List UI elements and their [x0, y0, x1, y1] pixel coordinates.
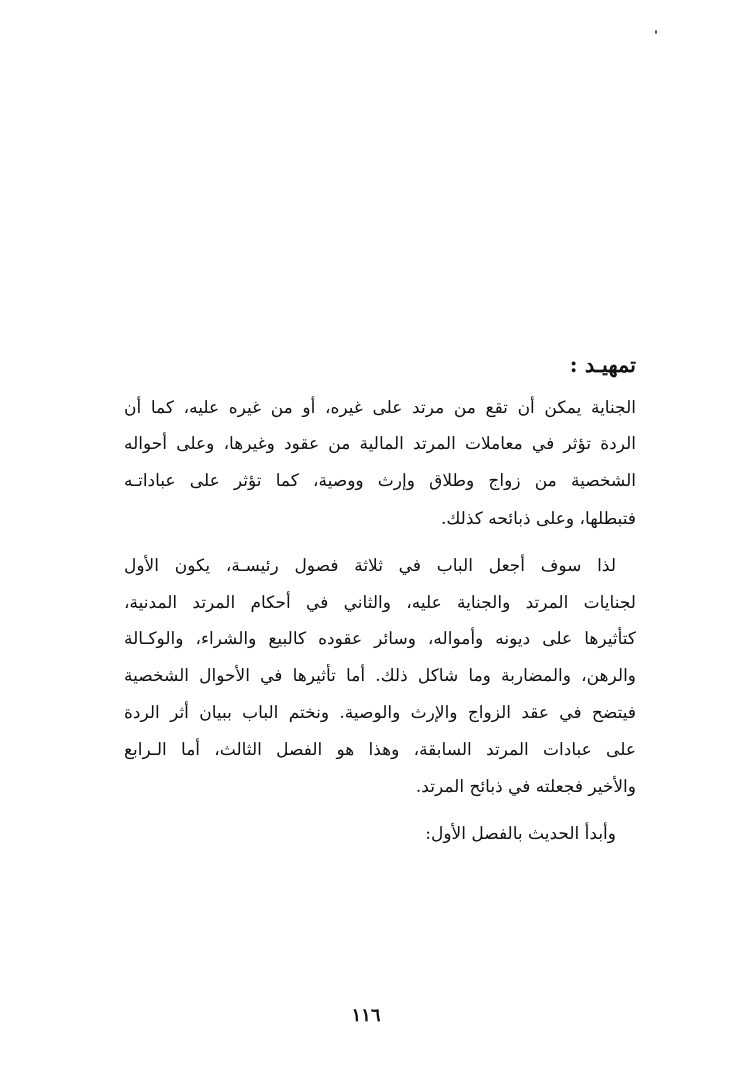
paragraph-1-line-1: الجناية يمكن أن تقع من مرتد على غيره، أو من غيره عليه، كما أن: [124, 398, 636, 418]
page-number: ١١٦: [351, 1005, 381, 1026]
paragraph-2-line-3: كتأثيرها على ديونه وأمواله، وسائر عقوده كالبيع والشراء، والوكـالة: [124, 629, 636, 649]
paragraph-1-line-3: الشخصية من زواج وطلاق وإرث ووصية، كما تؤثر على عباداتـه: [124, 471, 636, 491]
scan-speck: [655, 30, 657, 34]
paragraph-2-line-4: والرهن، والمضاربة وما شاكل ذلك. أما تأثيرها في الأحوال الشخصية: [124, 666, 636, 686]
section-heading: تمهيـد :: [569, 352, 636, 377]
paragraph-2-line-5: فيتضح في عقد الزواج والإرث والوصية. ونختم الباب ببيان أثر الردة: [124, 703, 636, 723]
paragraph-2-line-2: لجنايات المرتد والجناية عليه، والثاني في أحكام المرتد المدنية،: [124, 593, 636, 613]
paragraph-3-line-1: وأبدأ الحديث بالفصل الأول:: [425, 824, 616, 844]
paragraph-1-line-4: فتبطلها، وعلى ذبائحه كذلك.: [440, 509, 636, 529]
paragraph-2-line-1: لذا سوف أجعل الباب في ثلاثة فصول رئيسـة، يكون الأول: [124, 556, 616, 576]
paragraph-2-line-6: على عبادات المرتد السابقة، وهذا هو الفصل الثالث، أما الـرابع: [124, 740, 636, 760]
paragraph-1-line-2: الردة تؤثر في معاملات المرتد المالية من عقود وغيرها، وعلى أحواله: [124, 434, 636, 454]
paragraph-2-line-7: والأخير فجعلته في ذبائح المرتد.: [415, 777, 636, 797]
